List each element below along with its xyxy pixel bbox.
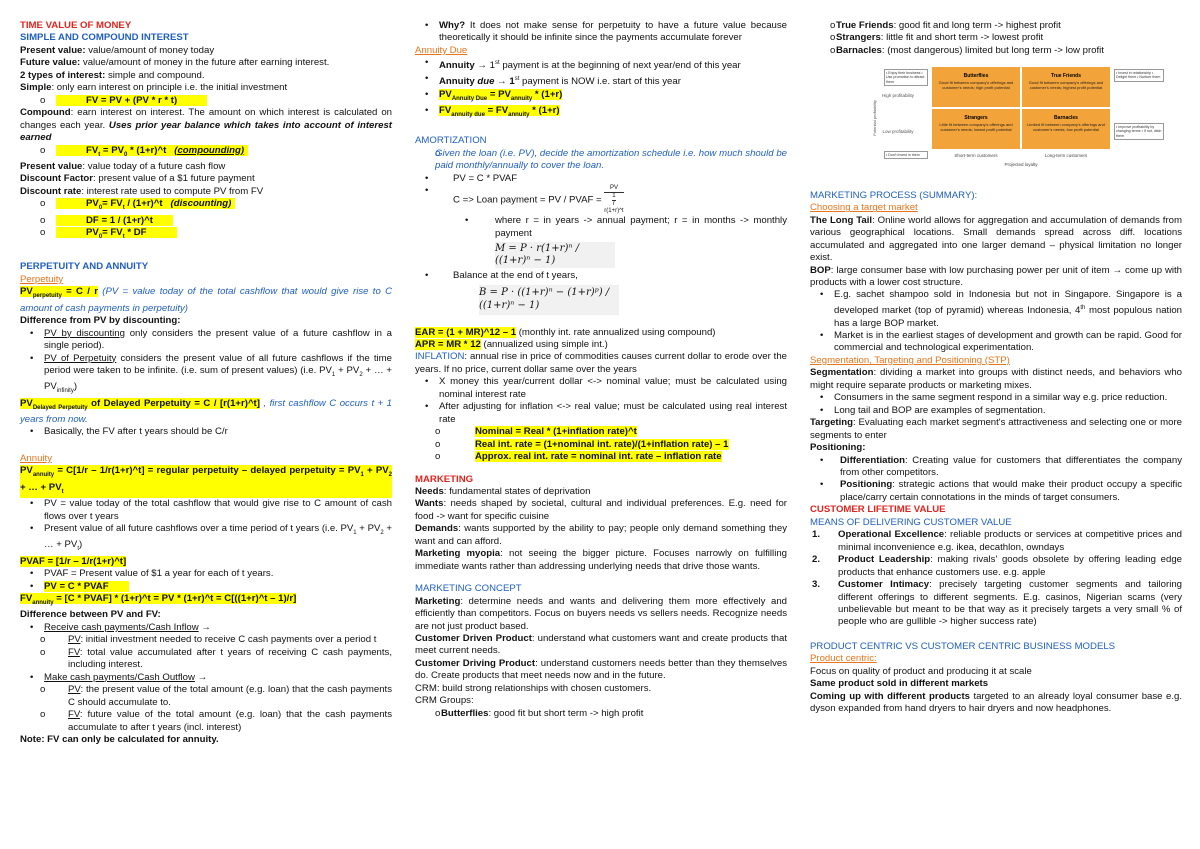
line-difference-pv: Difference from PV by discounting: — [20, 315, 181, 327]
heading-amortization: AMORTIZATION — [415, 135, 487, 147]
bullet-receive: • Receive cash payments/Cash Inflow → — [20, 622, 392, 634]
heading-marketing-process: MARKETING PROCESS (SUMMARY): — [810, 189, 978, 201]
formula-simple: o FV = PV + (PV * r * t) — [20, 95, 392, 107]
line-wants: Wants: needs shaped by societal, cultural and individual preferences. E.g. need for food -> want for specific cuisine — [415, 498, 787, 522]
bullet-make: • Make cash payments/Cash Outflow → — [20, 672, 392, 684]
heading-perpetuity-annuity: PERPETUITY AND ANNUITY — [20, 261, 149, 273]
item-customer-intimacy: 3. Customer Intimacy: precisely targeting customer segments and tailoring different offerings to different segments. E.g. casinos, Nigerian scams (very unbelievable but meant to be that way as it precisely targets a very small % of people who are gullible -> higher success rate) — [812, 579, 1182, 628]
line-inflation: INFLATION: annual rise in price of commodities causes current dollar to erode over the years. If no price, current dollar same over the years — [415, 351, 787, 375]
diagram-ylabel: Potential profitability — [872, 100, 877, 137]
q-true-friends-title: True Friends — [1050, 73, 1082, 80]
heading-marketing: MARKETING — [415, 473, 474, 485]
q-barnacles-desc: Limited fit between company's offerings and customer's needs; low profit potential — [1027, 122, 1105, 133]
sub-nominal-formula: o Nominal = Real * (1+inflation rate)^t — [415, 426, 787, 438]
line-simple: Simple: only earn interest on principle i.e. the initial investment — [20, 82, 288, 94]
bullet-differentiation: • Differentiation: Creating value for customers that differentiates the company from other competitors. — [810, 455, 1182, 480]
line-marketing-def: Marketing: determine needs and wants and delivering them more effectively and efficiently than competitors. Focus on buyers needs vs sellers needs. Recognize needs are not just product based. — [415, 595, 787, 632]
line-discount-factor: Discount Factor: present value of a $1 future payment — [20, 173, 255, 185]
column-2 — [415, 20, 787, 720]
line-true-friends: o True Friends: good fit and long term -> highest profit — [810, 20, 1182, 32]
diagram-low: Low profitability — [882, 129, 914, 135]
line-long-tail: The Long Tail: Online world allows for aggregation and accumulation of demands from various geographical locations. Small demands spread across diff. locations accumulated and aggregated into one larger demand – physical limitation no longer exist. — [810, 214, 1182, 264]
sub-receive-fv: o FV: total value accumulated after t years of receiving C cash payments, including interest. — [20, 647, 392, 672]
line-targeting: Targeting: Evaluating each market segment's attractiveness and selecting one or more segments to enter — [810, 417, 1182, 441]
line-different-products: Coming up with different products targeted to an already loyal consumer base e.g. dyson expanded from hand dryers to hair dryers and now headphones. — [810, 690, 1182, 715]
bullet-loan-payment: • C => Loan payment = PV / PVAF = PV 1 r r(1+r)^t — [415, 185, 787, 215]
line-amortization-desc: o Given the loan (i.e. PV), decide the amortization schedule i.e. how much should be paid monthly/annually to cover the loan. — [415, 148, 787, 173]
heading-marketing-concept: MARKETING CONCEPT — [415, 583, 522, 595]
diagram-x2: Long-term customers — [1044, 153, 1088, 159]
formula-discounting: o $PV_0= FV_t$ / (1+r)^t (discounting) — [20, 198, 392, 214]
sub-make-fv: o FV: future value of the total amount (e.g. loan) that the cash payments accumulate to after t years (incl. interest) — [20, 709, 392, 734]
bullet-pvaf-def: • PVAF = Present value of $1 a year for each of t years. — [20, 568, 392, 580]
line-fv-annuity: $FV_{annuity} = [C$ * PVAF] * (1+r)^t = PV * (1+r)^t = C[((1+r)^t – 1)/r] — [20, 593, 297, 606]
heading-stp: Segmentation, Targeting and Positioning (STP) — [810, 354, 1010, 366]
heading-annuity: Annuity — [20, 452, 52, 464]
bullet-sachet: • E.g. sachet shampoo sold in Indonesia but not in Singapore. Singapore is a developed market (top of pyramid) whereas Indonesia, 4th most populous nation has a large BOP market. — [810, 289, 1182, 330]
bullet-annuity: • Annuity → 1st payment is at the beginning of next year/end of this year — [415, 57, 787, 73]
bullet-same-segment: • Consumers in the same segment respond in a similar way e.g. price reduction. — [810, 392, 1182, 404]
q-true-friends-desc: Good fit between company's offerings and customer's needs; highest profit potential — [1028, 80, 1104, 91]
heading-means: MEANS OF DELIVERING CUSTOMER VALUE — [810, 516, 1012, 528]
diagram-x1: Short-term customers — [954, 153, 998, 159]
column-3 — [810, 20, 1182, 716]
q-barnacles-title: Barnacles — [1054, 115, 1078, 122]
line-delayed-perpetuity: $PV_{Delayed Perpetuity}$ of Delayed Perpetuity = C / [r(1+r)^t] , first cashflow C occurs t + 1 years from now. — [20, 397, 393, 426]
bullet-long-tail-bop: • Long tail and BOP are examples of segmentation. — [810, 405, 1182, 417]
line-types-interest: 2 types of interest: simple and compound. — [20, 69, 205, 81]
bullet-why: • Why? It does not make sense for perpetuity to have a future value because theoretically it should be infinite since the payments accumulate forever — [415, 20, 787, 45]
line-segmentation: Segmentation: dividing a market into groups with distinct needs, and behaviors who might require separate products or marketing mixes. — [810, 367, 1182, 391]
line-positioning: Positioning: — [810, 442, 866, 454]
line-compound: Compound: earn interest on interest. The amount on which interest is calculated on changes each year. Uses prior year balance which takes into account of interest earned — [20, 107, 392, 144]
bullet-pv-value-today: • PV = value today of the total cashflow that would give rise to C amount of cash flows over t years — [20, 498, 392, 523]
diagram-high: High profitability — [881, 93, 915, 99]
line-pvaf: PVAF = [1/r – 1/r(1+r)^t] — [20, 555, 127, 567]
line-same-product: Same product sold in different markets — [810, 678, 989, 690]
formula-balance: B = P · ((1+r)ⁿ − (1+r)ᵖ) / ((1+r)ⁿ − 1) — [479, 285, 619, 315]
q-butterflies-title: Butterflies — [963, 73, 989, 80]
heading-product-vs-customer: PRODUCT CENTRIC VS CUSTOMER CENTRIC BUSINESS MODELS — [810, 640, 1116, 652]
line-crm: CRM: build strong relationships with chosen customers. — [415, 682, 652, 694]
formula-monthly-payment: M = P · r(1+r)ⁿ / ((1+r)ⁿ − 1) — [495, 242, 615, 268]
line-pv-today: Present value: value today of a future cash flow — [20, 160, 226, 172]
item-product-leadership: 2. Product Leadership: making rivals' goods obsolete by offering leading edge products that enhance customers use. e.g. apple — [812, 554, 1182, 578]
sub-receive-pv: o PV: initial investment needed to receive C cash payments over a period t — [20, 634, 392, 646]
diagram-left-top-note: • Enjoy their business • Use promotion to attract them — [884, 69, 928, 86]
sub-approx-formula: o Approx. real int. rate = nominal int. rate – inflation rate — [415, 451, 787, 463]
diagram-left-bottom-note: • Don't invest in them — [884, 151, 928, 159]
line-discount-rate: Discount rate: interest rate used to compute PV from FV — [20, 185, 264, 197]
line-driving: Customer Driving Product: understand customers needs better than they themselves do. Create products that meet needs now and in the future. — [415, 657, 788, 682]
title: TIME VALUE OF MONEY — [20, 20, 132, 31]
sub-real-formula: o Real int. rate = (1+nominal int. rate)/(1+inflation rate) – 1 — [415, 439, 787, 451]
bullet-balance: • Balance at the end of t years, — [415, 270, 787, 282]
formula-compound: o $FV_t = PV_0$ * (1+r)^t (compounding) — [20, 145, 392, 161]
heading-simple-compound: SIMPLE AND COMPOUND INTEREST — [20, 32, 189, 44]
bullet-annuity-due: • Annuity due → 1st payment is NOW i.e. start of this year — [415, 73, 787, 89]
heading-product-centric: Product centric: — [810, 653, 877, 665]
q-strangers-desc: Little fit between company's offerings and customer's needs; lowest profit potential — [939, 122, 1013, 133]
bullet-market-stage: • Market is in the earliest stages of development and growth can be rapid. Good for commercial and technological experimentation. — [810, 330, 1182, 355]
line-annuity-formula: $PV_{annuity} = C[1/r$ – 1/r(1+r)^t] = regular perpetuity – delayed perpetuity = $PV_1 + PV_2$ + … + $PV_t$ — [20, 465, 392, 498]
bullet-pv-perpetuity: • PV of Perpetuity considers the present value of all future cashflows if the time period were taken to be infinite. (i.e. sum of present values) (i.e. $PV_1 + PV_2$ + … + $PV_{infinity}$) — [20, 353, 392, 398]
formula-pv-df: o $PV_0= FV_t$ * DF — [20, 227, 392, 243]
bullet-positioning: • Positioning: strategic actions that would make their product occupy a specific place/carry certain connotations in the minds of target consumers. — [810, 479, 1182, 504]
line-butterflies: o Butterflies: good fit but short term -> high profit — [415, 708, 787, 720]
line-focus-quality: Focus on quality of product and producing it at scale — [810, 665, 1032, 677]
q-butterflies-desc: Good fit between company's offerings and customer's needs; high profit potential — [938, 80, 1014, 91]
line-demands: Demands: wants supported by the ability to pay; people only demand something they want and can afford. — [415, 523, 787, 547]
line-strangers: o Strangers: little fit and short term -> lowest profit — [810, 32, 1182, 44]
formula-df: o DF = 1 / (1+r)^t — [20, 215, 392, 227]
bullet-where-r: • where r = in years -> annual payment; r = in months -> monthly payment — [415, 215, 787, 240]
crm-groups-diagram — [870, 63, 1170, 173]
heading-perpetuity: Perpetuity — [20, 273, 64, 285]
q-strangers-title: Strangers — [964, 115, 988, 122]
bullet-nominal: • X money this year/current dollar <-> nominal value; must be calculated using nominal interest rate — [415, 376, 787, 401]
bullet-pv-annuity-due: • $PV_{Annuity Due} = PV_{annuity} * (1+r)$ — [415, 89, 787, 105]
item-operational: 1. Operational Excellence: reliable products or services at competitive prices and minimal inconvenience e.g. ikea, decathlon, owndays — [812, 529, 1182, 553]
bullet-real: • After adjusting for inflation <-> real value; must be calculated using real interest rate — [415, 401, 787, 426]
bullet-pv-c-pvaf: • PV = C * PVAF — [20, 581, 392, 593]
line-difference-pv-fv: Difference between PV and FV: — [20, 609, 161, 621]
line-ear: EAR = (1 + MR)^12 – 1 (monthly int. rate annualized using compound) — [415, 326, 716, 338]
line-apr: APR = MR * 12 (annualized using simple int.) — [415, 338, 608, 350]
loan-fraction: PV 1 r r(1+r)^t — [604, 185, 624, 215]
diagram-right-top-note: • Invest in relationship • Delight them • Nurture them — [1114, 69, 1164, 82]
column-1 — [20, 20, 392, 746]
heading-annuity-due: Annuity Due — [415, 44, 468, 56]
line-bop: BOP: large consumer base with low purchasing power per unit of item → come up with products with a lower cost structure. — [810, 264, 1182, 288]
diagram-right-bottom-note: • Improve profitability by changing terms • If not, ditch them — [1114, 123, 1164, 140]
diagram-xlabel: Projected loyalty — [1004, 162, 1038, 168]
bullet-fv-annuity-due: • $FV_{annuity due} = FV_{annuity} * (1+r)$ — [415, 105, 787, 121]
line-crm-groups: CRM Groups: — [415, 695, 474, 707]
line-present-value: Present value: value/amount of money today — [20, 44, 215, 56]
heading-target-market: Choosing a target market — [810, 202, 918, 214]
sub-make-pv: o PV: the present value of the total amount (e.g. loan) that the cash payments C should accumulate to. — [20, 684, 392, 709]
line-needs: Needs: fundamental states of deprivation — [415, 485, 591, 497]
line-note: Note: FV can only be calculated for annuity. — [20, 733, 219, 745]
line-future-value: Future value: value/amount of money in the future after earning interest. — [20, 57, 330, 69]
line-myopia: Marketing myopia: not seeing the bigger picture. Focuses narrowly on fulfilling immediate wants rather than addressing underlying needs that drive those wants. — [415, 548, 787, 572]
line-perpetuity-formula: $PV_{perpetuity} = C / r$ (PV = value today of the total cashflow that would give rise to C amount of cash payments in perpetuity) — [20, 286, 393, 314]
bullet-fv-after: • Basically, the FV after t years should be C/r — [20, 426, 392, 438]
bullet-pv-discounting: • PV by discounting only considers the present value of a future cashflow in a single period). — [20, 328, 392, 353]
bullet-pv-c-pvaf-2: • PV = C * PVAF — [415, 173, 787, 185]
bullet-pv-all-future: • Present value of all future cashflows over a time period of t years (i.e. $PV_1 + PV_2$ + … + $PV_t$) — [20, 523, 392, 556]
line-barnacles: o Barnacles: (most dangerous) limited but long term -> low profit — [810, 45, 1182, 57]
line-driven: Customer Driven Product: understand what customers want and create products that meet current needs. — [415, 632, 787, 657]
heading-clv: CUSTOMER LIFETIME VALUE — [810, 504, 946, 516]
